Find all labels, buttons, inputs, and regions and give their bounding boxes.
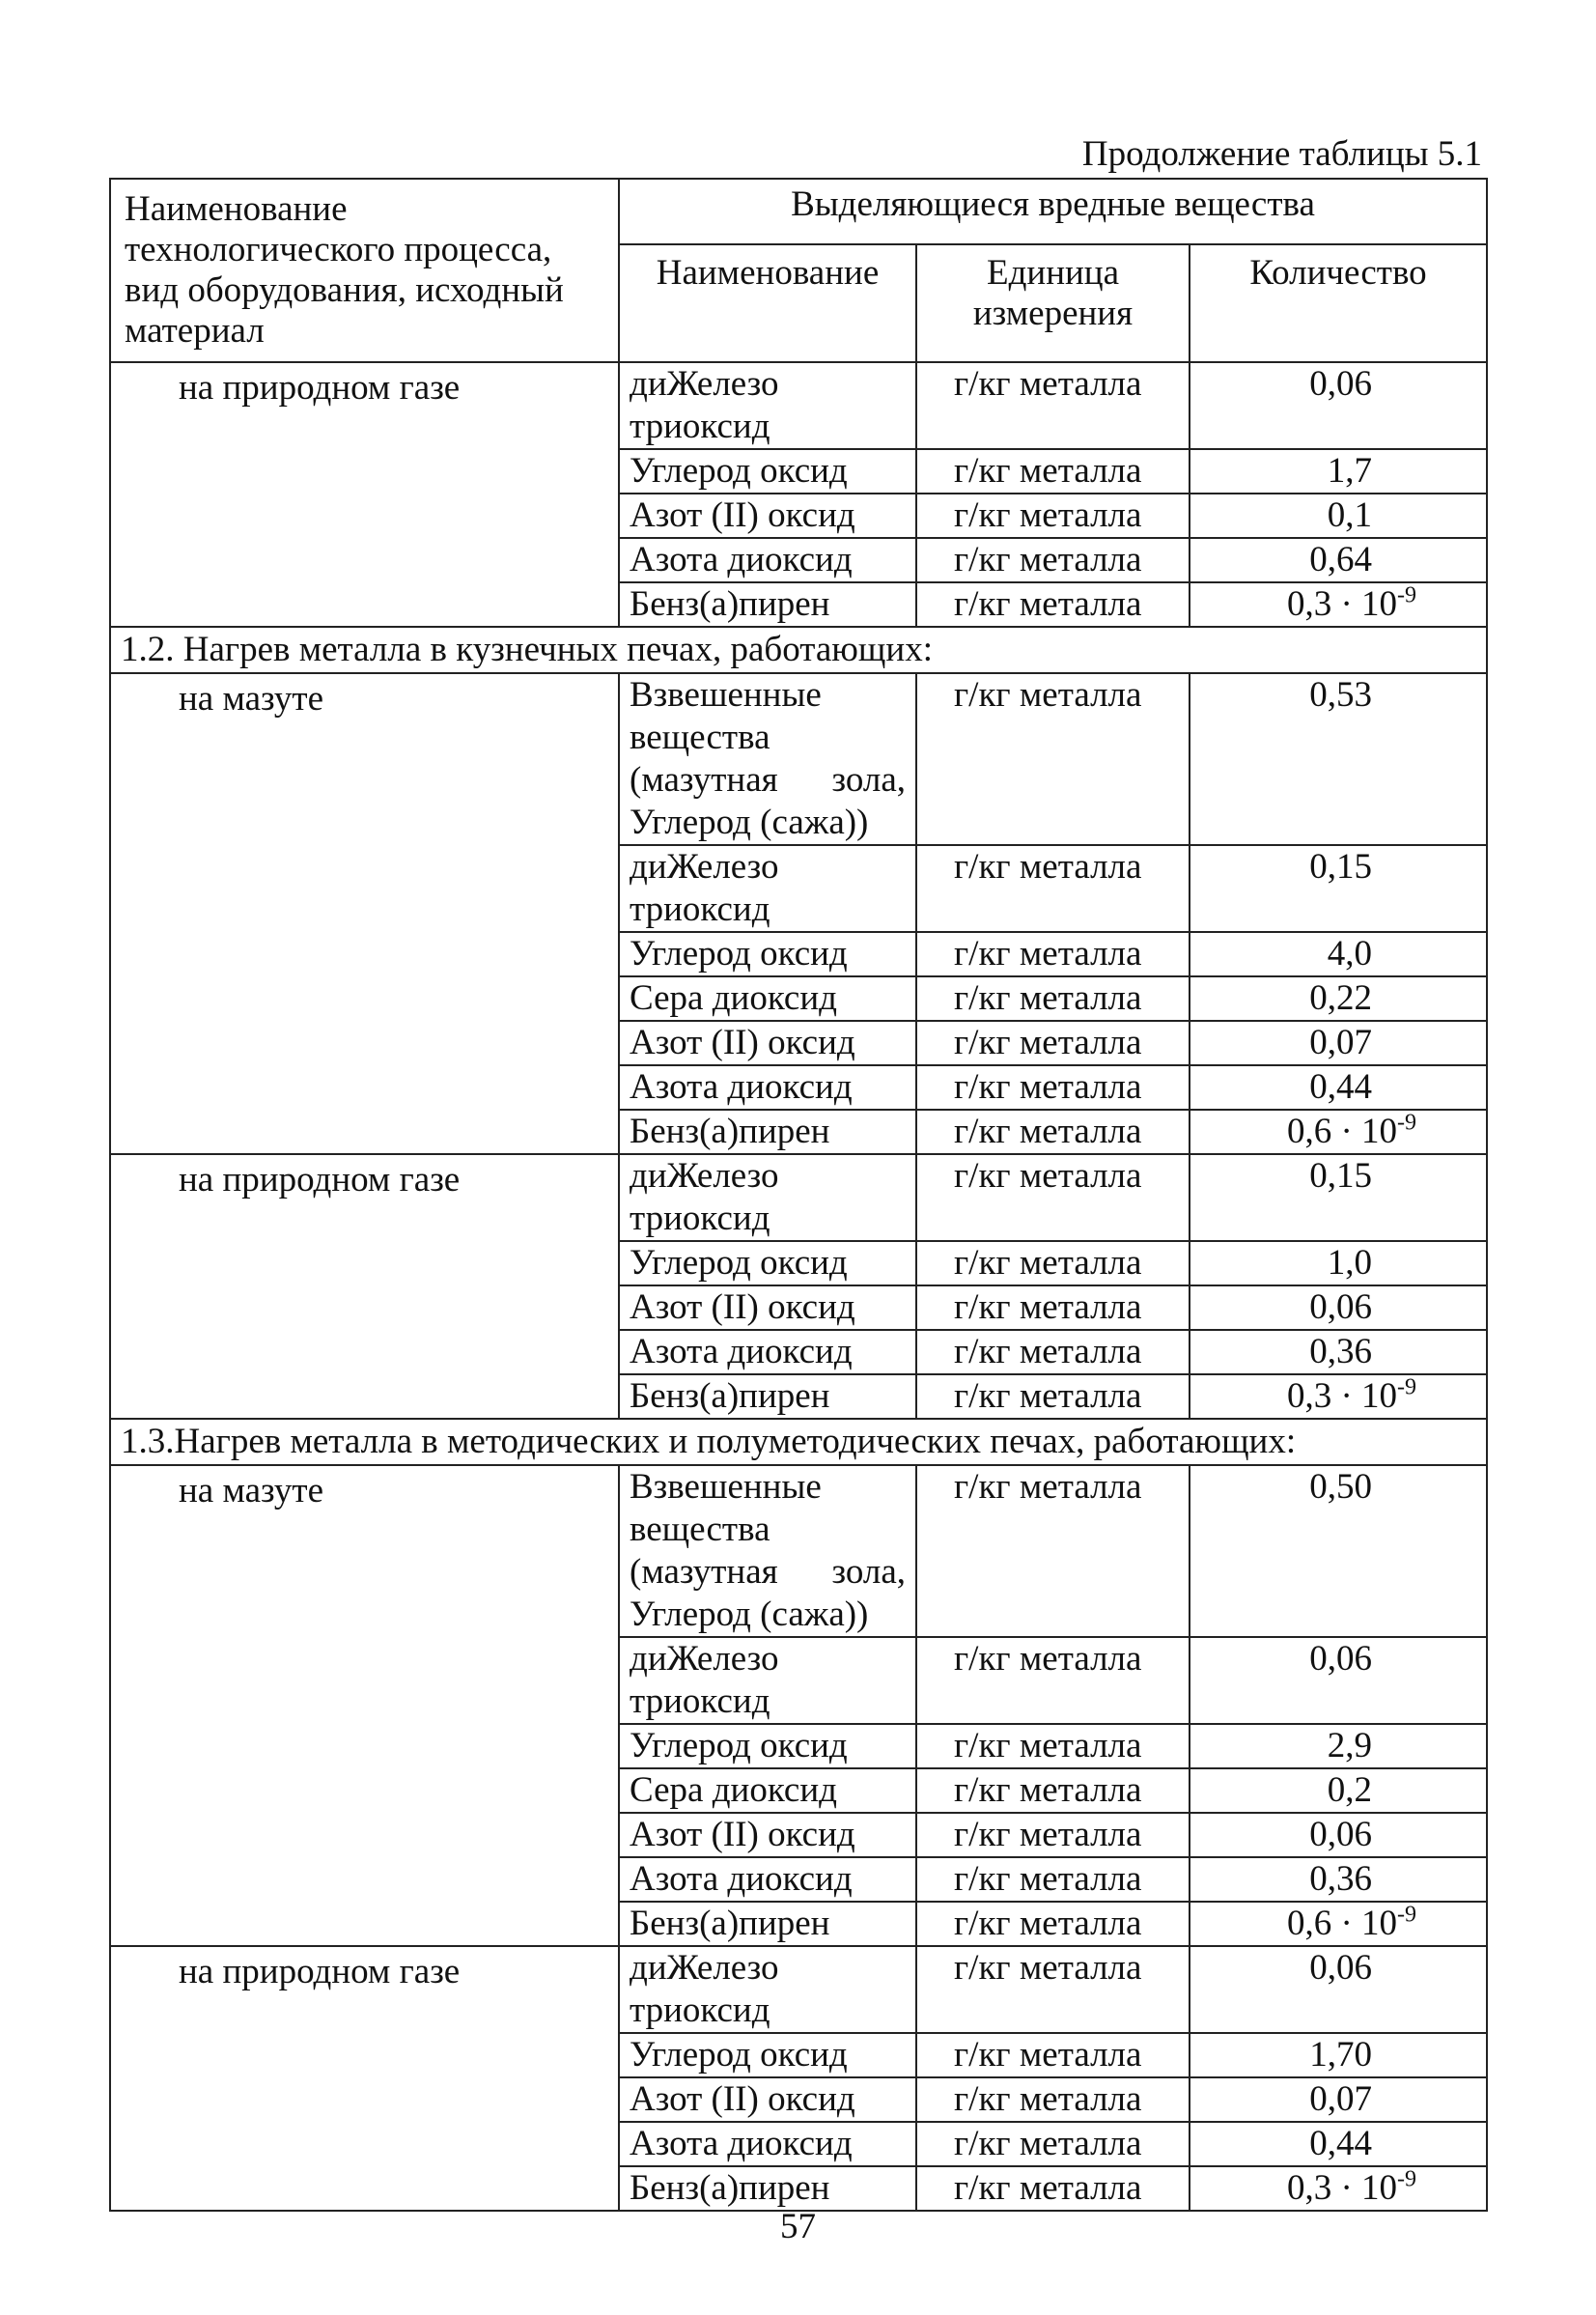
quantity-cell xyxy=(1190,2122,1487,2166)
quantity-exponent: -9 xyxy=(1397,1374,1417,1400)
quantity-cell xyxy=(1190,976,1487,1021)
quantity-cell xyxy=(1190,2166,1487,2211)
table-row xyxy=(110,1154,1487,1241)
unit-cell: г/кг металла xyxy=(916,362,1190,449)
substance-name: Азота диоксид xyxy=(619,2122,916,2166)
quantity-cell xyxy=(1190,449,1487,494)
substance-name: Углерод оксид xyxy=(619,1724,916,1768)
unit-cell: г/кг металла xyxy=(916,1724,1190,1768)
header-substances-group: Выделяющиеся вредные вещества xyxy=(619,179,1487,244)
substance-name: Углерод оксид xyxy=(619,449,916,494)
quantity-cell xyxy=(1190,2033,1487,2077)
unit-cell: г/кг металла xyxy=(916,449,1190,494)
quantity-cell xyxy=(1190,1902,1487,1946)
table-row xyxy=(110,673,1487,845)
substance-name: Углерод оксид xyxy=(619,2033,916,2077)
quantity-value: 0,53 xyxy=(1309,675,1373,715)
substance-name: диЖелезо триоксид xyxy=(619,1637,916,1724)
quantity-cell xyxy=(1190,1637,1487,1724)
quantity-value: 0,15 xyxy=(1309,847,1373,887)
quantity-cell xyxy=(1190,1241,1487,1285)
unit-cell: г/кг металла xyxy=(916,1902,1190,1946)
substance-name: Бенз(а)пирен xyxy=(619,1902,916,1946)
quantity-cell xyxy=(1190,1154,1487,1241)
substance-name: Бенз(а)пирен xyxy=(619,1110,916,1154)
header-quantity: Количество xyxy=(1190,244,1487,362)
quantity-value: 0,44 xyxy=(1309,1067,1373,1107)
header-process: Наименование технологического процесса, вид оборудования, исходный материал xyxy=(110,179,619,362)
quantity-value: 0,22 xyxy=(1309,978,1373,1018)
header-unit: Единица измерения xyxy=(916,244,1190,362)
unit-cell: г/кг металла xyxy=(916,1813,1190,1857)
unit-cell: г/кг металла xyxy=(916,1021,1190,1065)
substance-name: Взвешенные вещества (мазутная зола, Углерод (сажа)) xyxy=(619,673,916,845)
table-row xyxy=(110,1946,1487,2033)
quantity-cell xyxy=(1190,845,1487,932)
quantity-value: 1,70 xyxy=(1309,2035,1373,2075)
unit-cell: г/кг металла xyxy=(916,582,1190,627)
unit-cell: г/кг металла xyxy=(916,2122,1190,2166)
section-row xyxy=(110,627,1487,673)
quantity-cell xyxy=(1190,1857,1487,1902)
quantity-cell xyxy=(1190,538,1487,582)
quantity-value: 0,3 · 10 xyxy=(1286,2168,1398,2208)
quantity-cell xyxy=(1190,1768,1487,1813)
substance-name: Бенз(а)пирен xyxy=(619,2166,916,2211)
quantity-value: 0,44 xyxy=(1309,2124,1373,2163)
quantity-cell xyxy=(1190,494,1487,538)
substance-name: диЖелезо триоксид xyxy=(619,362,916,449)
quantity-exponent: -9 xyxy=(1397,1110,1417,1136)
substance-name: Азота диоксид xyxy=(619,1065,916,1110)
quantity-exponent: -9 xyxy=(1397,2166,1417,2192)
quantity-value: 0,6 · 10 xyxy=(1286,1904,1398,1943)
substance-name: Сера диоксид xyxy=(619,1768,916,1813)
quantity-value: 0,64 xyxy=(1309,540,1373,579)
quantity-cell xyxy=(1190,1374,1487,1419)
quantity-value: 0,06 xyxy=(1309,1639,1373,1679)
quantity-cell xyxy=(1190,1946,1487,2033)
unit-cell: г/кг металла xyxy=(916,932,1190,976)
quantity-value: 0,1 xyxy=(1327,495,1373,535)
quantity-cell xyxy=(1190,1065,1487,1110)
substance-name: Бенз(а)пирен xyxy=(619,582,916,627)
quantity-value: 0,36 xyxy=(1309,1859,1373,1899)
substance-name: Азота диоксид xyxy=(619,1330,916,1374)
process-cell: на природном газе xyxy=(110,1946,619,2211)
unit-cell: г/кг металла xyxy=(916,673,1190,845)
substance-name: Углерод оксид xyxy=(619,1241,916,1285)
quantity-value: 2,9 xyxy=(1327,1726,1373,1765)
substance-name: Азот (II) оксид xyxy=(619,2077,916,2122)
unit-cell: г/кг металла xyxy=(916,1285,1190,1330)
unit-cell: г/кг металла xyxy=(916,1154,1190,1241)
quantity-value: 0,07 xyxy=(1309,1023,1373,1062)
quantity-cell xyxy=(1190,1330,1487,1374)
section-row xyxy=(110,1419,1487,1465)
unit-cell: г/кг металла xyxy=(916,1374,1190,1419)
substance-name: Азот (II) оксид xyxy=(619,1021,916,1065)
unit-cell: г/кг металла xyxy=(916,1637,1190,1724)
emissions-table xyxy=(109,178,1488,2212)
quantity-cell xyxy=(1190,1285,1487,1330)
quantity-value: 0,36 xyxy=(1309,1332,1373,1371)
unit-cell: г/кг металла xyxy=(916,1946,1190,2033)
unit-cell: г/кг металла xyxy=(916,2077,1190,2122)
quantity-cell xyxy=(1190,932,1487,976)
header-substance-name: Наименование xyxy=(619,244,916,362)
quantity-cell xyxy=(1190,1110,1487,1154)
quantity-cell xyxy=(1190,1465,1487,1637)
quantity-value: 0,06 xyxy=(1309,1948,1373,1988)
quantity-value: 0,15 xyxy=(1309,1156,1373,1196)
quantity-exponent: -9 xyxy=(1397,582,1417,608)
quantity-cell xyxy=(1190,2077,1487,2122)
unit-cell: г/кг металла xyxy=(916,976,1190,1021)
quantity-value: 0,07 xyxy=(1309,2079,1373,2119)
quantity-value: 1,7 xyxy=(1327,451,1373,491)
section-title: 1.2. Нагрев металла в кузнечных печах, работающих: xyxy=(110,627,1487,673)
substance-name: Сера диоксид xyxy=(619,976,916,1021)
table-row xyxy=(110,362,1487,449)
process-cell: на природном газе xyxy=(110,362,619,627)
unit-cell: г/кг металла xyxy=(916,845,1190,932)
quantity-cell xyxy=(1190,673,1487,845)
unit-cell: г/кг металла xyxy=(916,494,1190,538)
quantity-cell xyxy=(1190,1724,1487,1768)
section-title: 1.3.Нагрев металла в методических и полуметодических печах, работающих: xyxy=(110,1419,1487,1465)
substance-name: Азота диоксид xyxy=(619,1857,916,1902)
table-row xyxy=(110,1465,1487,1637)
quantity-value: 0,3 · 10 xyxy=(1286,1376,1398,1416)
substance-name: Азот (II) оксид xyxy=(619,494,916,538)
page-number: 57 xyxy=(780,2207,816,2246)
unit-cell: г/кг металла xyxy=(916,1065,1190,1110)
quantity-cell xyxy=(1190,1021,1487,1065)
quantity-exponent: -9 xyxy=(1397,1902,1417,1928)
unit-cell: г/кг металла xyxy=(916,538,1190,582)
substance-name: Бенз(а)пирен xyxy=(619,1374,916,1419)
substance-name: диЖелезо триоксид xyxy=(619,1154,916,1241)
quantity-value: 0,2 xyxy=(1327,1770,1373,1810)
quantity-cell xyxy=(1190,1813,1487,1857)
quantity-value: 4,0 xyxy=(1327,934,1373,974)
quantity-cell xyxy=(1190,582,1487,627)
quantity-value: 0,3 · 10 xyxy=(1286,584,1398,624)
quantity-value: 0,50 xyxy=(1309,1467,1373,1507)
process-cell: на природном газе xyxy=(110,1154,619,1419)
process-cell: на мазуте xyxy=(110,1465,619,1946)
unit-cell: г/кг металла xyxy=(916,2033,1190,2077)
quantity-value: 0,06 xyxy=(1309,1287,1373,1327)
substance-name: Азота диоксид xyxy=(619,538,916,582)
unit-cell: г/кг металла xyxy=(916,1330,1190,1374)
quantity-value: 0,06 xyxy=(1309,364,1373,404)
substance-name: Углерод оксид xyxy=(619,932,916,976)
quantity-value: 0,06 xyxy=(1309,1815,1373,1854)
unit-cell: г/кг металла xyxy=(916,1465,1190,1637)
unit-cell: г/кг металла xyxy=(916,1857,1190,1902)
quantity-cell xyxy=(1190,362,1487,449)
table-caption: Продолжение таблицы 5.1 xyxy=(1081,134,1482,174)
unit-cell: г/кг металла xyxy=(916,1110,1190,1154)
substance-name: диЖелезо триоксид xyxy=(619,845,916,932)
unit-cell: г/кг металла xyxy=(916,2166,1190,2211)
substance-name: Азот (II) оксид xyxy=(619,1813,916,1857)
quantity-value: 1,0 xyxy=(1327,1243,1373,1283)
substance-name: диЖелезо триоксид xyxy=(619,1946,916,2033)
table-body xyxy=(110,362,1487,2211)
quantity-value: 0,6 · 10 xyxy=(1286,1112,1398,1151)
unit-cell: г/кг металла xyxy=(916,1241,1190,1285)
substance-name: Взвешенные вещества (мазутная зола, Углерод (сажа)) xyxy=(619,1465,916,1637)
substance-name: Азот (II) оксид xyxy=(619,1285,916,1330)
unit-cell: г/кг металла xyxy=(916,1768,1190,1813)
process-cell: на мазуте xyxy=(110,673,619,1154)
